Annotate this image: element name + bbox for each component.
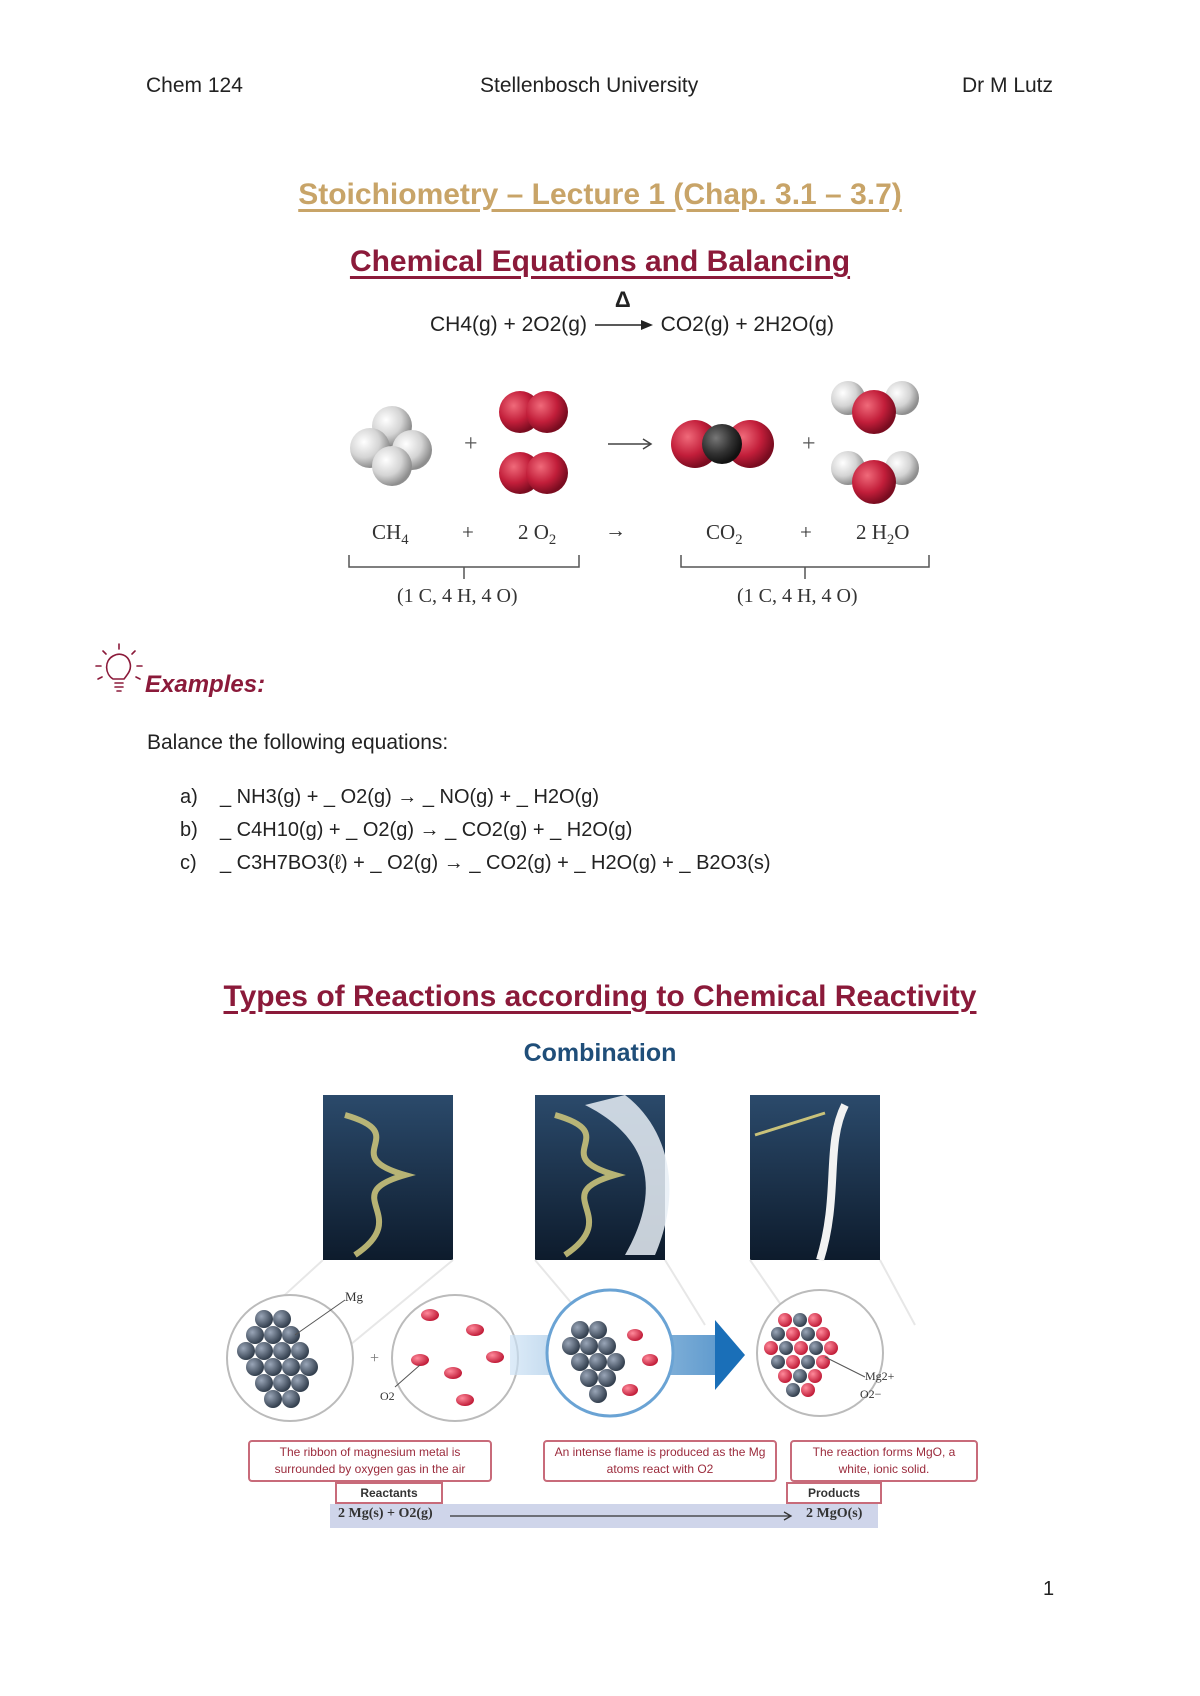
example-label: a) xyxy=(180,786,198,808)
o-ion-label: O2− xyxy=(860,1387,882,1401)
header-university: Stellenbosch University xyxy=(480,74,699,97)
water-molecules-icon xyxy=(831,381,919,504)
example-item xyxy=(180,852,771,875)
photo-ribbon xyxy=(323,1095,453,1260)
combination-figure xyxy=(225,1095,985,1430)
equation-arrow-icon xyxy=(450,1510,800,1522)
reactants-equation: 2 Mg(s) + O2(g) xyxy=(338,1506,433,1521)
atom-count-braces xyxy=(345,553,945,583)
example-item xyxy=(180,786,599,809)
main-equation-products: CO2(g) + 2H2O(g) xyxy=(660,313,834,336)
label-2h2o: 2 $H_2O$ xyxy=(856,520,910,549)
reaction-arrow-icon xyxy=(593,319,655,331)
label-co2: $CO_2$ xyxy=(706,520,743,549)
page-number: 1 xyxy=(1043,1578,1055,1600)
example-label: c) xyxy=(180,852,197,874)
caption-flame: An intense flame is produced as the Mg atoms react with O2 xyxy=(543,1440,777,1482)
products-equation: 2 MgO(s) xyxy=(806,1506,863,1521)
example-item xyxy=(180,819,632,842)
carbon-dioxide-molecule-icon xyxy=(671,420,774,468)
methane-molecule-icon xyxy=(350,406,432,486)
plus-sign: + xyxy=(464,431,478,457)
arrow-icon xyxy=(608,439,651,449)
main-equation-reactants: CH4(g) + 2O2(g) xyxy=(430,313,587,336)
product-atom-count: (1 C, 4 H, 4 O) xyxy=(737,585,858,607)
header-author: Dr M Lutz xyxy=(962,74,1054,97)
mg-ion-label: Mg2+ xyxy=(865,1369,895,1383)
label-2o2: 2 $O_2$ xyxy=(518,520,557,549)
reactant-atom-count: (1 C, 4 H, 4 O) xyxy=(397,585,518,607)
products-tag: Products xyxy=(786,1482,882,1504)
plus-sign: + xyxy=(370,1350,380,1367)
example-equation: _ NH3(g) + _ O2(g) → _ NO(g) + _ H2O(g) xyxy=(220,786,600,808)
main-equation xyxy=(430,287,834,337)
example-equation: _ C4H10(g) + _ O2(g) → _ CO2(g) + _ H2O(g) xyxy=(220,819,633,841)
caption-product: The reaction forms MgO, a white, ionic solid. xyxy=(790,1440,978,1482)
label-arrow: → xyxy=(605,518,626,542)
plus-sign: + xyxy=(802,431,816,457)
section-title-reaction-types: Types of Reactions according to Chemical Reactivity xyxy=(223,980,977,1013)
o2-label: O2 xyxy=(380,1389,395,1403)
equation-bar xyxy=(330,1504,878,1528)
oxygen-molecules-icon xyxy=(499,391,568,494)
photo-product xyxy=(750,1095,880,1260)
combination-heading: Combination xyxy=(523,1039,677,1067)
label-ch4: $CH_4$ xyxy=(372,520,409,549)
molecule-figure xyxy=(340,378,940,508)
examples-instruction: Balance the following equations: xyxy=(147,731,449,754)
lecture-title: Stoichiometry – Lecture 1 (Chap. 3.1 – 3.7) xyxy=(298,178,902,211)
caption-reactants: The ribbon of magnesium metal is surrounded by oxygen gas in the air xyxy=(248,1440,492,1482)
label-plus: + xyxy=(462,520,474,544)
delta-symbol: Δ xyxy=(614,287,631,313)
mg-label: Mg xyxy=(345,1289,364,1304)
section-title-equations: Chemical Equations and Balancing xyxy=(349,245,851,278)
example-equation: _ C3H7BO3(ℓ) + _ O2(g) → _ CO2(g) + _ H2O(g) + _ B2O3(s) xyxy=(220,852,771,874)
examples-heading: Examples: xyxy=(145,671,266,698)
reactants-tag: Reactants xyxy=(335,1482,443,1504)
header-course: Chem 124 xyxy=(146,74,243,97)
label-plus-2: + xyxy=(800,520,812,544)
example-label: b) xyxy=(180,819,198,841)
lightbulb-icon xyxy=(93,641,145,699)
